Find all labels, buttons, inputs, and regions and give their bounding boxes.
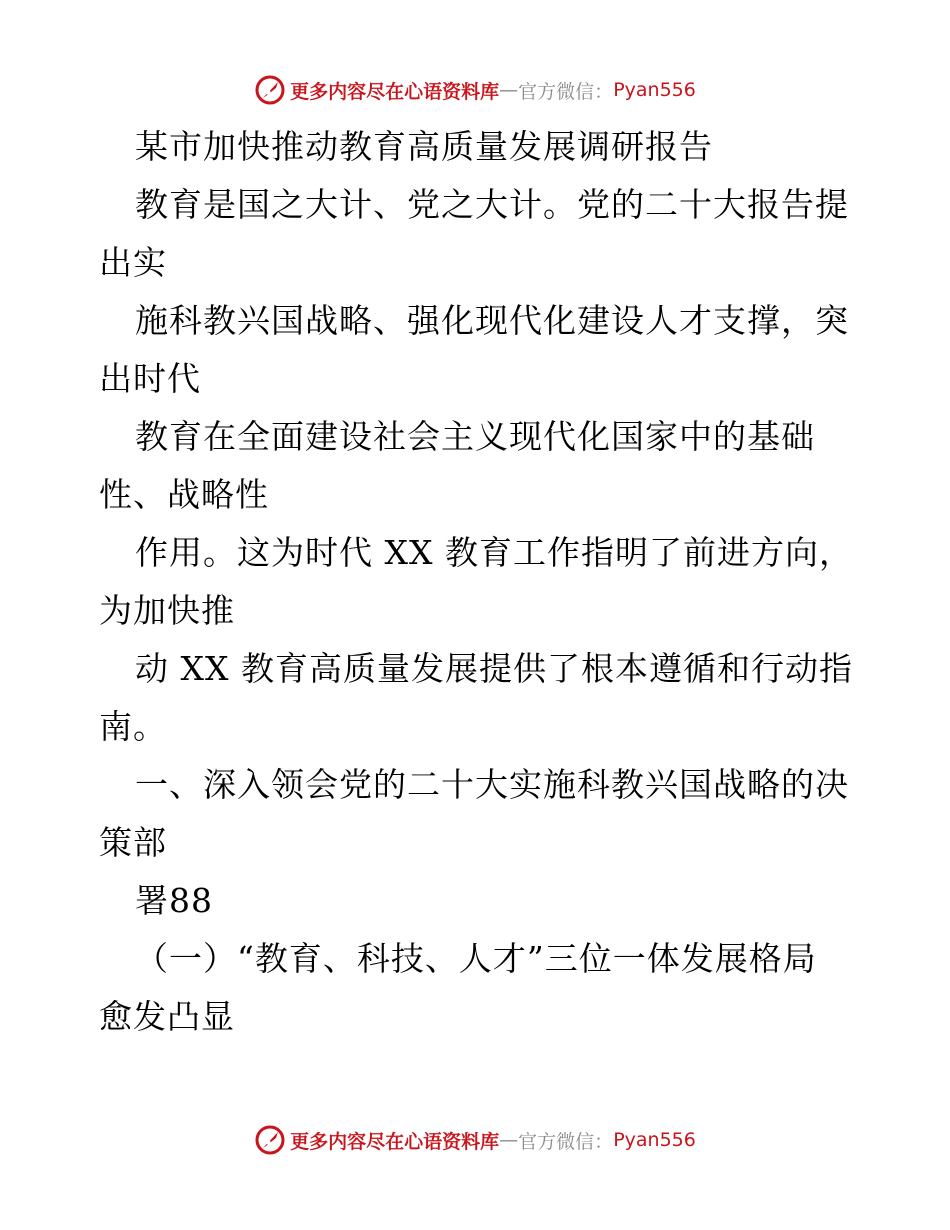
section-heading-line: 一、深入领会党的二十大实施科教兴国战略的决	[135, 765, 849, 804]
body-line: 施科教兴国战略、强化现代化建设人才支撑，突	[135, 301, 849, 340]
body-line: 出时代	[99, 359, 201, 398]
body-line: 教育是国之大计、党之大计。党的二十大报告提	[135, 185, 849, 224]
watermark-dash: —	[499, 1129, 519, 1151]
section-heading-line: 署88	[135, 881, 213, 920]
body-line: 性、战略性	[99, 475, 269, 514]
section-heading-line: 策部	[99, 823, 167, 862]
watermark-banner-bottom	[0, 1120, 950, 1160]
watermark-banner-top	[0, 70, 950, 110]
watermark-wechat-label: 官方微信：	[518, 1130, 614, 1153]
subsection-heading-line: （一）“教育、科技、人才”三位一体发展格局	[135, 939, 817, 978]
body-line: 作用。这为时代 XX 教育工作指明了前进方向，	[135, 533, 853, 572]
body-line: 南。	[99, 707, 167, 746]
watermark-wechat-id: Pyan556	[613, 79, 696, 101]
quill-seal-icon	[254, 1124, 286, 1156]
body-line: 为加快推	[99, 591, 235, 630]
body-line: 出实	[99, 243, 167, 282]
watermark-main-text: 更多内容尽在心语资料库	[290, 80, 500, 103]
quill-seal-icon	[254, 74, 286, 106]
watermark-wechat-id: Pyan556	[613, 1129, 696, 1151]
watermark-wechat-label: 官方微信：	[518, 80, 614, 103]
watermark-dash: —	[499, 79, 519, 101]
body-line: 动 XX 教育高质量发展提供了根本遵循和行动指	[135, 649, 853, 688]
document-title: 某市加快推动教育高质量发展调研报告	[135, 127, 713, 166]
subsection-heading-line: 愈发凸显	[99, 997, 235, 1036]
body-line: 教育在全面建设社会主义现代化国家中的基础	[135, 417, 815, 456]
watermark-main-text: 更多内容尽在心语资料库	[290, 1130, 500, 1153]
